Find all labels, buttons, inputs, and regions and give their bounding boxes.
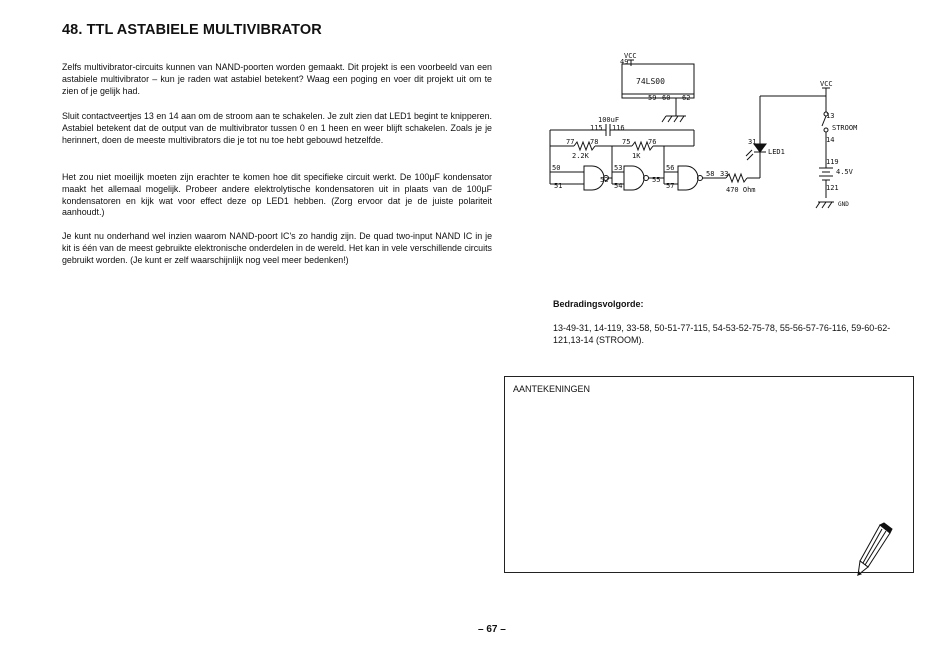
ground-label: GND bbox=[838, 201, 849, 208]
switch-label: STROOM bbox=[832, 124, 858, 132]
ic-pin: 59 bbox=[648, 94, 657, 102]
battery-pin: 119 bbox=[826, 158, 839, 166]
led-label: LED1 bbox=[768, 148, 785, 156]
vcc-right-label: VCC bbox=[820, 80, 833, 88]
switch-pin: 14 bbox=[826, 136, 835, 144]
resistor-pin: 77 bbox=[566, 138, 575, 146]
resistor-pin: 75 bbox=[622, 138, 631, 146]
ic-pin: 60 bbox=[662, 94, 671, 102]
notes-box bbox=[504, 376, 914, 573]
wiring-sequence: 13-49-31, 14-119, 33-58, 50-51-77-115, 54-53-52-75-78, 55-56-57-76-116, 59-60-62-121,13-14 (STROOM). bbox=[553, 323, 891, 345]
battery-label: 4.5V bbox=[836, 168, 853, 176]
capacitor-label: 100uF bbox=[598, 116, 620, 124]
resistor-pin: 58 bbox=[706, 170, 715, 178]
gate-pin: 52 bbox=[600, 176, 609, 184]
wiring-heading: Bedradingsvolgorde: bbox=[553, 299, 644, 309]
intro-paragraph: Zelfs multivibrator-circuits kunnen van NAND-poorten worden gemaakt. Dit projekt is een voorbeeld van een astabiele multivibrator – kun je raden wat astabiel betekent? Waag een poging en voer dit projekt uit om te zien of je gelijk had. bbox=[62, 62, 492, 96]
switch-pin: 13 bbox=[826, 112, 835, 120]
explanation-paragraph: Het zou niet moeilijk moeten zijn erachter te komen hoe dit specifieke circuit werkt. De 100µF kondensator maakt het allemaal mogelijk. Probeer andere elektrolytische kondensatoren uit in plaats van de 100µF kondensatoren en kijk wat voor effect deze op LED1 hebben. (Zorg ervoor dat je de juiste polariteit aanhoudt.) bbox=[62, 172, 492, 218]
resistor-pin: 76 bbox=[648, 138, 657, 146]
gate-pin: 50 bbox=[552, 164, 561, 172]
gate-pin: 57 bbox=[666, 182, 675, 190]
capacitor-pin: 116 bbox=[612, 124, 625, 132]
page-number: – 67 – bbox=[478, 624, 506, 635]
gate-pin: 56 bbox=[666, 164, 675, 172]
led-pin: 31 bbox=[748, 138, 757, 146]
capacitor-pin: 115 bbox=[590, 124, 603, 132]
ic-label: 74LS00 bbox=[636, 77, 665, 86]
gate-pin: 51 bbox=[554, 182, 563, 190]
nand-paragraph: Je kunt nu onderhand wel inzien waarom NAND-poort IC's zo handig zijn. De quad two-input NAND IC in je kit is één van de meest gebruikte elektronische onderdelen in de wereld. Het kan in vele verschillende circuits gebruikt worden. (Je kunt er zelf waarschijnlijk nog veel meer bedenken!) bbox=[62, 231, 492, 265]
gate-pin: 53 bbox=[614, 164, 623, 172]
battery-pin: 121 bbox=[826, 184, 839, 192]
instruction-paragraph: Sluit contactveertjes 13 en 14 aan om de stroom aan te schakelen. Je zult zien dat LED1 begint te knipperen. Astabiel betekent dat de output van de multivibrator tussen 0 en 1 heen en weer blijft schakelen. Zoals je je herinnert, doen de meeste multivibrators die je tot nu toe hebt gebouwd hetzelfde. bbox=[62, 111, 492, 145]
resistor-pin: 33 bbox=[720, 170, 729, 178]
resistor-pin: 78 bbox=[590, 138, 599, 146]
ic-pin: 62 bbox=[682, 94, 691, 102]
circuit-schematic bbox=[540, 50, 880, 225]
gate-pin: 54 bbox=[614, 182, 623, 190]
resistor-value: 470 Ohm bbox=[726, 186, 756, 194]
resistor-value: 1K bbox=[632, 152, 641, 160]
gate-pin: 55 bbox=[652, 176, 661, 184]
pencil-icon bbox=[854, 521, 894, 577]
page-title: 48. TTL ASTABIELE MULTIVIBRATOR bbox=[62, 22, 322, 38]
notes-title: AANTEKENINGEN bbox=[513, 384, 591, 394]
resistor-value: 2.2K bbox=[572, 152, 589, 160]
vcc-left-pin: 49 bbox=[620, 58, 629, 66]
vcc-left-label: VCC bbox=[624, 52, 637, 60]
